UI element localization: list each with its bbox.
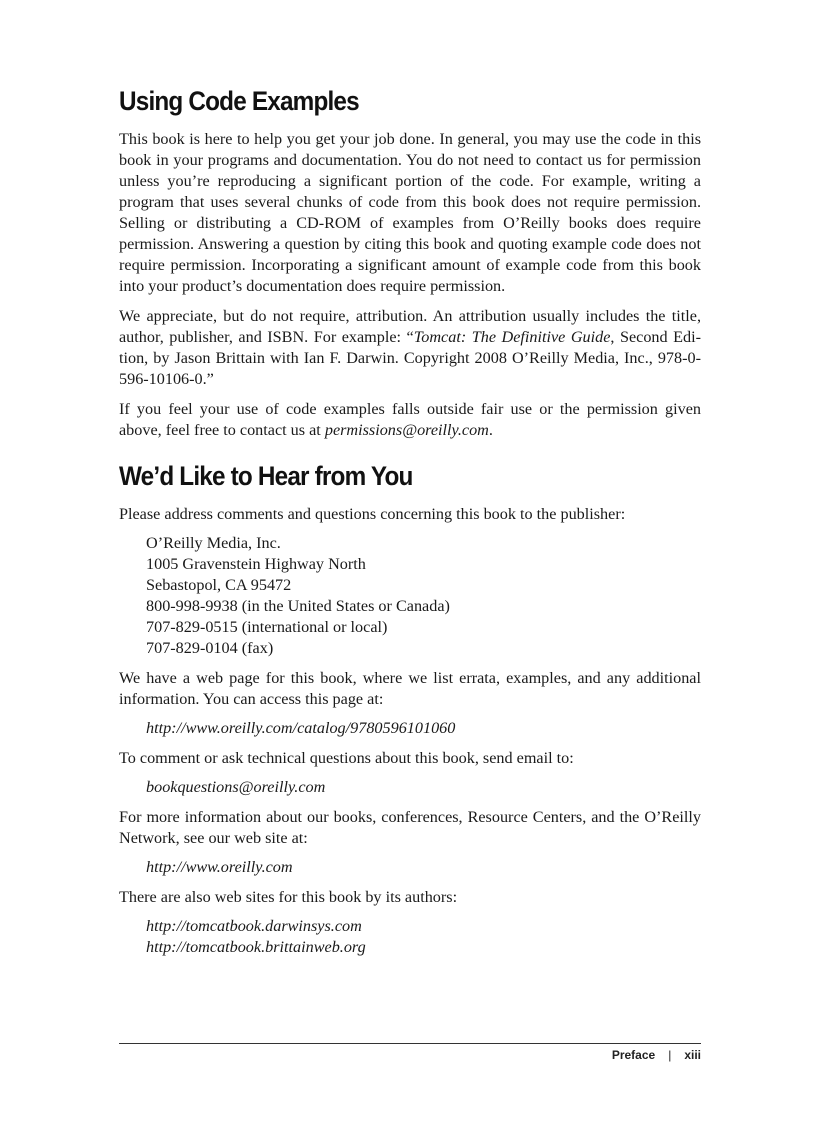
paragraph-fair-use bbox=[119, 399, 701, 441]
paragraph-author-sites: There are also web sites for this book by its authors: bbox=[119, 888, 458, 906]
email-block bbox=[146, 777, 701, 798]
address-line: 1005 Gravenstein Highway North bbox=[146, 555, 366, 573]
address-line: O’Reilly Media, Inc. bbox=[146, 534, 281, 552]
address-line: 800-998-9938 (in the United States or Canada) bbox=[146, 597, 450, 615]
paragraph-web-page: We have a web page for this book, where we list errata, examples, and any additional information. You can access this page at: bbox=[119, 669, 701, 708]
footer-separator: | bbox=[668, 1048, 672, 1062]
book-title: Tomcat: The Definitive Guide bbox=[413, 328, 611, 346]
site-url-block bbox=[146, 857, 701, 878]
author-url-link[interactable]: http://tomcatbook.brittainweb.org bbox=[146, 938, 366, 956]
page-footer bbox=[612, 1048, 701, 1062]
address-line: Sebastopol, CA 95472 bbox=[146, 576, 292, 594]
permissions-email-link[interactable]: permissions@oreilly.com bbox=[324, 421, 489, 439]
page-content bbox=[119, 86, 701, 958]
section-heading-code-examples: Using Code Examples bbox=[119, 86, 359, 116]
catalog-url-link[interactable]: http://www.oreilly.com/catalog/9780596101060 bbox=[146, 719, 456, 737]
section-heading-hear-from-you: We’d Like to Hear from You bbox=[119, 461, 413, 491]
paragraph-email: To comment or ask technical questions about this book, send email to: bbox=[119, 749, 574, 767]
publisher-address bbox=[146, 533, 701, 659]
paragraph-attribution bbox=[119, 306, 701, 390]
author-url-link[interactable]: http://tomcatbook.darwinsys.com bbox=[146, 917, 362, 935]
fair-use-text-start: If you feel your use of code examples falls outside fair use or the permission given above, feel free to contact us at bbox=[119, 400, 701, 439]
author-urls-block bbox=[146, 916, 701, 958]
address-line: 707-829-0104 (fax) bbox=[146, 639, 274, 657]
bookquestions-email-link[interactable]: bookquestions@oreilly.com bbox=[146, 778, 326, 796]
attribution-text-start: We appreciate, but do not require, attribution. An attribution usually includes the title, author, publisher, and ISBN. For example: “ bbox=[119, 307, 701, 346]
address-line: 707-829-0515 (international or local) bbox=[146, 618, 388, 636]
paragraph-more-info: For more information about our books, conferences, Resource Centers, and the O’Reilly Network, see our web site at: bbox=[119, 808, 701, 847]
oreilly-site-link[interactable]: http://www.oreilly.com bbox=[146, 858, 293, 876]
fair-use-text-end: . bbox=[488, 421, 493, 439]
footer-section-name: Preface bbox=[611, 1048, 656, 1062]
attribution-text-end: , Second Edition, by Jason Brittain with Ian F. Darwin. Copyright 2008 O’Reilly Media, Inc., 978-0-596-10106-0.” bbox=[119, 328, 701, 388]
paragraph-address-intro: Please address comments and questions concerning this book to the publisher: bbox=[119, 505, 626, 523]
paragraph-permissions: This book is here to help you get your job done. In general, you may use the code in this book in your programs and documentation. You do not need to contact us for permission unless you’re reproducing a significant portion of the code. For example, writing a program that uses several chunks of code from this book does not require permission. Selling or distributing a CD-ROM of examples from O’Reilly books does require permission. Answering a question by citing this book and quoting example code does not require permission. Incorporating a significant amount of example code from this book into your product’s documentation does require permission. bbox=[119, 130, 701, 295]
catalog-url-block bbox=[146, 718, 701, 739]
footer-divider bbox=[119, 1043, 701, 1044]
page-number: xiii bbox=[684, 1048, 701, 1062]
